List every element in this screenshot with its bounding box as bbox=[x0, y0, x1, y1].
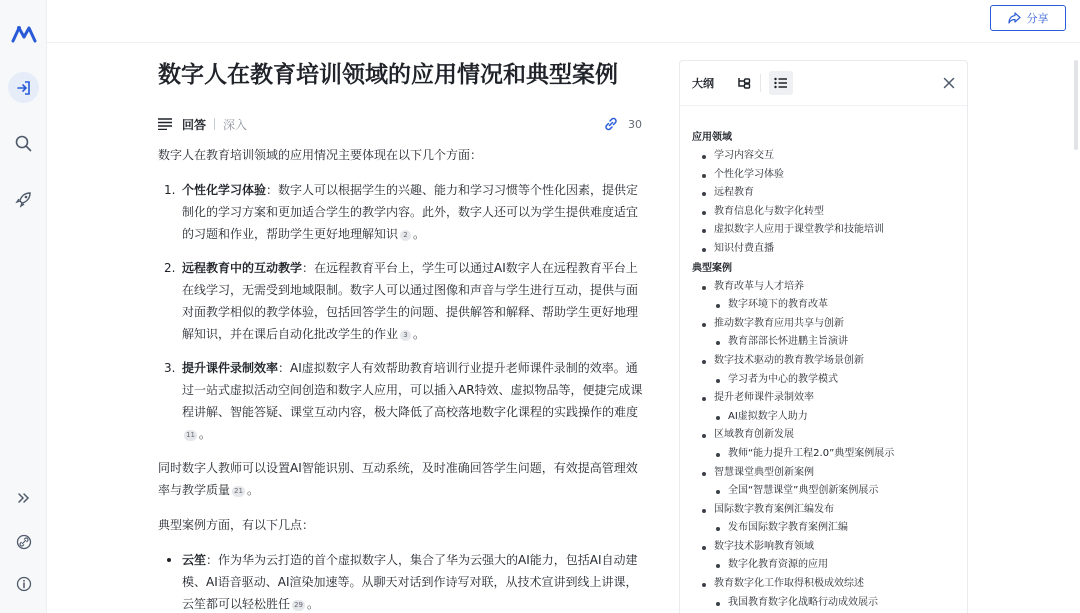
outline-item[interactable]: 区域教育创新发展 bbox=[692, 426, 955, 445]
sources-link[interactable] bbox=[602, 115, 642, 133]
outline-item[interactable]: 推动数字教育应用共享与创新 bbox=[692, 315, 955, 334]
case-end: 。 bbox=[306, 597, 319, 611]
item-end: 。 bbox=[413, 327, 426, 341]
list-item bbox=[158, 179, 644, 245]
list-icon bbox=[774, 77, 788, 89]
outline-item[interactable]: 个性化学习体验 bbox=[692, 166, 955, 185]
item-heading: 提升课件录制效率 bbox=[182, 361, 279, 375]
list-item bbox=[158, 257, 644, 345]
list-number: 3. bbox=[164, 361, 176, 375]
link-chain-icon bbox=[602, 115, 620, 133]
case-list bbox=[158, 549, 644, 613]
outline-item[interactable]: 教育数字化工作取得积极成效综述 bbox=[692, 575, 955, 594]
application-list bbox=[158, 179, 644, 445]
list-number: 2. bbox=[164, 261, 176, 275]
outline-item[interactable]: 知识付费直播 bbox=[692, 240, 955, 259]
outline-item[interactable]: 虚拟数字人应用于课堂教学和技能培训 bbox=[692, 221, 955, 240]
expand-icon[interactable] bbox=[8, 482, 39, 513]
citation-badge[interactable]: 21 bbox=[234, 487, 243, 495]
outline-item[interactable]: 教育改革与人才培养 bbox=[692, 278, 955, 297]
cases-intro: 典型案例方面，有以下几点： bbox=[158, 518, 315, 532]
outline-item[interactable]: 远程教育 bbox=[692, 184, 955, 203]
citation-badge[interactable]: 3 bbox=[400, 330, 411, 341]
left-rail bbox=[0, 0, 47, 613]
outline-section-title[interactable]: 典型案例 bbox=[692, 262, 732, 274]
share-button[interactable] bbox=[990, 5, 1066, 31]
citation-badge[interactable]: 2 bbox=[400, 230, 411, 241]
outline-subitem[interactable]: 全国“智慧课堂”典型创新案例展示 bbox=[692, 482, 955, 501]
outline-tree bbox=[680, 106, 967, 612]
list-number: 1. bbox=[164, 183, 176, 197]
tab-deep[interactable]: 深入 bbox=[223, 117, 248, 132]
outline-subitem[interactable]: 发布国际数字教育案例汇编 bbox=[692, 519, 955, 538]
outline-section-title[interactable]: 应用领域 bbox=[692, 132, 732, 143]
item-text: ：在远程教育平台上，学生可以通过AI数字人在远程教育平台上在线学习，无需受到地域限制。数字人可以通过图像和声音与学生进行互动，提供与面对面教学相似的教学体验，包括回答学生的问题、提供解答和解释、帮助学生更好地理解知识，并在课后自动化批改学生的作业 bbox=[182, 261, 639, 341]
login-icon[interactable] bbox=[8, 72, 39, 103]
search-icon[interactable] bbox=[8, 128, 39, 159]
link-icon[interactable] bbox=[8, 526, 39, 557]
outline-item[interactable]: 国际数字教育案例汇编发布 bbox=[692, 501, 955, 520]
rocket-icon[interactable] bbox=[8, 184, 39, 215]
outline-subitem[interactable]: 学习者为中心的教学模式 bbox=[692, 371, 955, 390]
item-end: 。 bbox=[413, 227, 426, 241]
item-end: 。 bbox=[198, 427, 211, 441]
top-divider bbox=[47, 42, 1080, 43]
mindmap-icon[interactable] bbox=[736, 75, 752, 91]
close-icon[interactable] bbox=[943, 77, 955, 89]
tab-answer[interactable]: 回答 bbox=[182, 117, 207, 132]
outline-item[interactable]: 教育信息化与数字化转型 bbox=[692, 203, 955, 222]
source-count: 30 bbox=[628, 117, 642, 131]
outline-subitem[interactable]: 数字化教育资源的应用 bbox=[692, 556, 955, 575]
answer-content bbox=[158, 144, 644, 613]
share-label: 分享 bbox=[1026, 13, 1049, 25]
header-divider bbox=[760, 74, 761, 92]
outline-item[interactable]: 学习内容交互 bbox=[692, 147, 955, 166]
summary-end: 。 bbox=[246, 483, 259, 497]
outline-panel bbox=[679, 60, 968, 613]
intro-paragraph: 数字人在教育培训领域的应用情况主要体现在以下几个方面： bbox=[158, 148, 483, 162]
summary-paragraph bbox=[158, 457, 644, 501]
answer-toolbar bbox=[158, 114, 642, 134]
item-text: ：AI虚拟数字人有效帮助教育培训行业提升老师课件录制的效率。通过一站式虚拟活动空间创造和数字人应用，可以插入AR特效、虚拟物品等，便捷完成课程讲解、智能答疑、课堂互动内容，极大降低了高校落地数字化课程的实践操作的难度 bbox=[182, 361, 643, 419]
list-item bbox=[158, 549, 644, 613]
list-item bbox=[158, 357, 644, 445]
outline-item[interactable]: 提升老师课件录制效率 bbox=[692, 389, 955, 408]
case-text: ：作为华为云打造的首个虚拟数字人，集合了华为云强大的AI能力，包括AI自动建模、AI语音驱动、AI渲染加速等。从聊天对话到作诗写对联，从技术宣讲到线上讲课，云笙都可以轻松胜任 bbox=[182, 553, 638, 611]
page-title: 数字人在教育培训领域的应用情况和典型案例 bbox=[158, 62, 618, 88]
item-heading: 远程教育中的互动教学 bbox=[182, 261, 303, 275]
outline-header bbox=[680, 61, 967, 106]
list-view-button[interactable] bbox=[769, 71, 793, 95]
tab-separator bbox=[214, 118, 215, 130]
outline-item[interactable]: 数字技术驱动的教育教学场景创新 bbox=[692, 352, 955, 371]
item-text: ：数字人可以根据学生的兴趣、能力和学习习惯等个性化因素，提供定制化的学习方案和更加适合学生的教学内容。此外，数字人还可以为学生提供难度适宜的习题和作业，帮助学生更好地理解知识 bbox=[182, 183, 639, 241]
info-icon[interactable] bbox=[8, 568, 39, 599]
outline-subitem[interactable]: 教育部部长怀进鹏主旨演讲 bbox=[692, 333, 955, 352]
item-heading: 个性化学习体验 bbox=[182, 183, 267, 197]
outline-subitem[interactable]: 数字环境下的教育改革 bbox=[692, 296, 955, 315]
page-scrollbar[interactable] bbox=[1074, 60, 1078, 150]
outline-subitem[interactable]: 教师“能力提升工程2.0”典型案例展示 bbox=[692, 445, 955, 464]
list-lines-icon bbox=[158, 118, 172, 130]
citation-badge[interactable]: 11 bbox=[186, 431, 195, 439]
outline-item[interactable]: 数字技术影响教育领域 bbox=[692, 538, 955, 557]
share-icon bbox=[1008, 12, 1021, 24]
summary-text: 同时数字人教师可以设置AI智能识别、互动系统，及时准确回答学生问题，有效提高管理效率与教学质量 bbox=[158, 461, 638, 497]
outline-subitem[interactable]: AI虚拟数字人助力 bbox=[692, 408, 955, 427]
outline-label: 大纲 bbox=[692, 77, 714, 90]
outline-subitem[interactable]: 我国教育数字化战略行动成效展示 bbox=[692, 594, 955, 613]
citation-badge[interactable]: 29 bbox=[294, 601, 303, 609]
case-heading: 云笙 bbox=[182, 553, 207, 567]
outline-item[interactable]: 智慧课堂典型创新案例 bbox=[692, 464, 955, 483]
logo-icon[interactable] bbox=[8, 18, 39, 49]
